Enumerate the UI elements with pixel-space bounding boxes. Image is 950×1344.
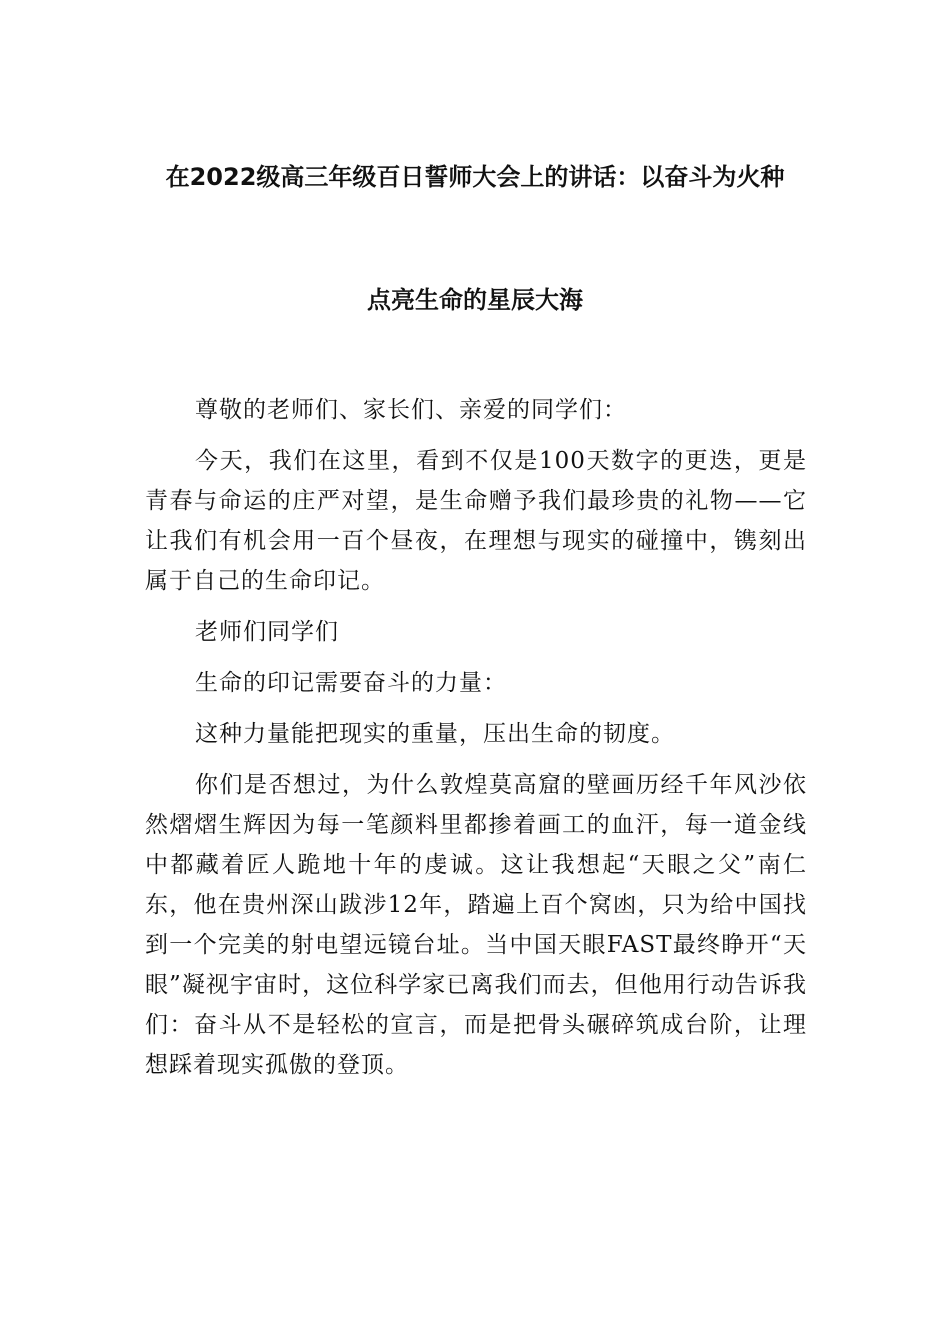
document-body xyxy=(145,390,807,1096)
document-title-line-2: 点亮生命的星辰大海 xyxy=(367,286,583,314)
paragraph-address: 老师们同学们 xyxy=(195,619,339,645)
paragraph-salutation: 尊敬的老师们、家长们、亲爱的同学们： xyxy=(195,397,627,423)
paragraph-opening: 今天，我们在这里，看到不仅是100天数字的更迭，更是青春与命运的庄严对望，是生命赠予我们最珍贵的礼物——它让我们有机会用一百个昼夜，在理想与现实的碰撞中，镌刻出属于自己的生命印记。 xyxy=(145,448,807,594)
paragraph-theme-detail: 这种力量能把现实的重量，压出生命的韧度。 xyxy=(195,721,675,747)
document-title-line-1: 在2022级高三年级百日誓师大会上的讲话：以奋斗为火种 xyxy=(165,163,785,191)
paragraph-example: 你们是否想过，为什么敦煌莫高窟的壁画历经千年风沙依然熠熠生辉因为每一笔颜料里都掺着画工的血汗，每一道金线中都藏着匠人跪地十年的虔诚。这让我想起“天眼之父”南仁东，他在贵州深山跋涉12年，踏遍上百个窝凼，只为给中国找到一个完美的射电望远镜台址。当中国天眼FAST最终睁开“天眼”凝视宇宙时，这位科学家已离我们而去，但他用行动告诉我们：奋斗从不是轻松的宣言，而是把骨头碾碎筑成台阶，让理想踩着现实孤傲的登顶。 xyxy=(145,772,807,1078)
paragraph-theme: 生命的印记需要奋斗的力量： xyxy=(195,670,507,696)
